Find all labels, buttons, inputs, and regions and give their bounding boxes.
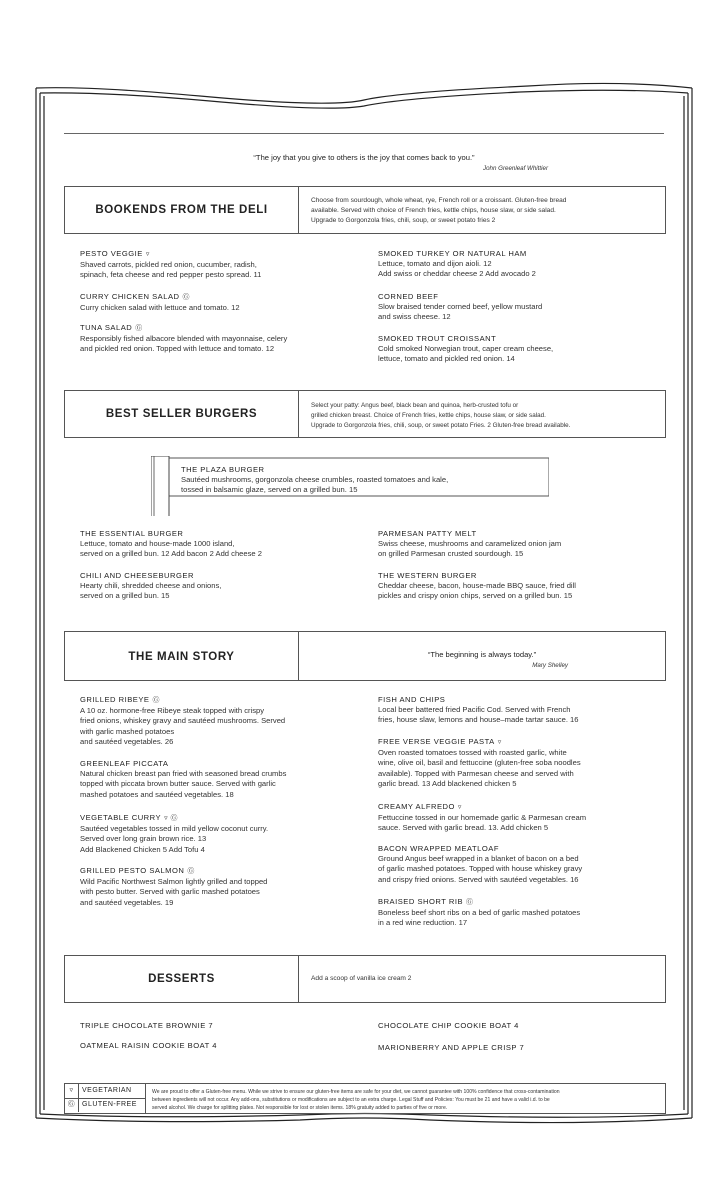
menu-item-smoked-trout-croissant: SMOKED TROUT CROISSANT Cold smoked Norwegian trout, caper cream cheese, lettuce, tomato and pickled red onion. 14 xyxy=(378,334,554,364)
menu-item-pesto-veggie: PESTO VEGGIE ▿ Shaved carrots, pickled red onion, cucumber, radish, spinach, feta cheese and red pepper pesto spread. 11 xyxy=(80,249,262,280)
section-title-burgers: BEST SELLER BURGERS xyxy=(105,408,258,420)
section-note-deli: Choose from sourdough, whole wheat, rye, French roll or a croissant. Gluten-free bread available. Served with choice of French fries, kettle chips, house slaw, or side salad. Upgrade to Gorgonzola fries, chili, soup, or sweet potato fries 2 xyxy=(311,197,567,224)
main-quote: “The beginning is always today.” xyxy=(427,650,537,659)
menu-item-grilled-ribeye: GRILLED RIBEYE Ⓖ A 10 oz. hormone-free Ribeye steak topped with crispy fried onions, whiskey gravy and sautéed mushrooms. Served with garlic mashed potatoes and sautéed vegetables. 26 xyxy=(80,695,286,747)
menu-item-corned-beef: CORNED BEEF Slow braised tender corned beef, yellow mustard and swiss cheese. 12 xyxy=(378,292,543,322)
vegetarian-icon: ▿ xyxy=(65,1084,79,1098)
section-title-main: THE MAIN STORY xyxy=(128,651,235,663)
vegetarian-icon: ▿ xyxy=(145,251,150,258)
section-header-main xyxy=(64,631,666,681)
legal-disclaimer: We are proud to offer a Gluten-free menu. While we strive to ensure our gluten-free items are safe for your diet, we cannot guarantee with 100% confidence that cross-contamination between ingredients will not occur. Any add-ons, substitutions or modifications are subject to an extra charge. Legal Stuff and Policies: You must be 21 and have a valid i.d. to be served alcohol. We charge for splitting plates. Not responsible for lost or stolen items. 18% gratuity added to parties of five or more. xyxy=(152,1089,560,1111)
gluten-free-icon: Ⓖ xyxy=(187,868,195,875)
gluten-free-icon: Ⓖ xyxy=(65,1098,79,1112)
menu-item-creamy-alfredo: CREAMY ALFREDO ▿ Fettuccine tossed in our homemade garlic & Parmesan cream sauce. Served with garlic bread. 13. Add chicken 5 xyxy=(378,802,587,833)
menu-item-chocolate-chip-cookie-boat: CHOCOLATE CHIP COOKIE BOAT 4 xyxy=(378,1021,519,1030)
menu-item-chili-cheeseburger: CHILI AND CHEESEBURGER Hearty chili, shredded cheese and onions, served on a grilled bun. 15 xyxy=(80,571,222,601)
gluten-free-icon: Ⓖ xyxy=(152,697,160,704)
menu-item-grilled-pesto-salmon: GRILLED PESTO SALMON Ⓖ Wild Pacific Northwest Salmon lightly grilled and topped with pesto butter. Served with garlic mashed potatoes and sautéed vegetables. 19 xyxy=(80,866,268,907)
section-title-desserts: DESSERTS xyxy=(148,973,215,985)
menu-item-western-burger: THE WESTERN BURGER Cheddar cheese, bacon, house-made BBQ sauce, fried dill pickles and crispy onion chips, served on a grilled bun. 15 xyxy=(378,571,576,601)
menu-item-smoked-turkey: SMOKED TURKEY OR NATURAL HAM Lettuce, tomato and dijon aioli. 12 Add swiss or cheddar cheese 2 Add avocado 2 xyxy=(378,249,536,279)
menu-item-essential-burger: THE ESSENTIAL BURGER Lettuce, tomato and house-made 1000 island, served on a grilled bun. 12 Add bacon 2 Add cheese 2 xyxy=(80,529,262,559)
legend-vegetarian: ▿ VEGETARIAN xyxy=(65,1084,145,1099)
menu-item-tuna-salad: TUNA SALAD Ⓖ Responsibly fished albacore blended with mayonnaise, celery and pickled red onion. Topped with lettuce and tomato. 12 xyxy=(80,323,288,354)
legend-gluten-free: Ⓖ GLUTEN-FREE xyxy=(65,1098,145,1112)
menu-item-parmesan-patty-melt: PARMESAN PATTY MELT Swiss cheese, mushrooms and caramelized onion jam on grilled Parmesan crusted sourdough. 15 xyxy=(378,529,562,559)
section-note-burgers: Select your patty: Angus beef, black bean and quinoa, herb-crusted tofu or grilled chicken breast. Choice of French fries, kettle chips, house slaw, or side salad. Upgrade to Gorgonzola fries, chili, soup, or sweet potato Fries. 2 Gluten-free bread available. xyxy=(311,402,571,429)
vegetarian-icon: ▿ xyxy=(457,804,462,811)
section-header-desserts xyxy=(64,955,666,1003)
vegetarian-icon: ▿ xyxy=(497,739,502,746)
featured-item-plaza-burger: THE PLAZA BURGER Sautéed mushrooms, gorgonzola cheese crumbles, roasted tomatoes and kale, tossed in balsamic glaze, served on a grilled bun. 15 xyxy=(151,458,549,498)
menu-item-greenleaf-piccata: GREENLEAF PICCATA Natural chicken breast pan fried with seasoned bread crumbs topped with piccata brown butter sauce. Served with garlic mashed potatoes and sautéed vegetables. 18 xyxy=(80,759,287,799)
section-header-deli xyxy=(64,186,666,234)
gluten-free-icon: Ⓖ xyxy=(466,899,474,906)
gluten-free-icon: Ⓖ xyxy=(135,325,143,332)
menu-item-triple-chocolate-brownie: TRIPLE CHOCOLATE BROWNIE 7 xyxy=(80,1021,214,1030)
gluten-free-icon: Ⓖ xyxy=(182,294,191,301)
menu-item-curry-chicken-salad: CURRY CHICKEN SALAD Ⓖ Curry chicken salad with lettuce and tomato. 12 xyxy=(80,292,240,312)
menu-item-braised-short-rib: BRAISED SHORT RIB Ⓖ Boneless beef short ribs on a bed of garlic mashed potatoes in a red wine reduction. 17 xyxy=(378,897,581,928)
vegetarian-gluten-free-icon: ▿ Ⓖ xyxy=(164,815,179,822)
section-title-deli: BOOKENDS FROM THE DELI xyxy=(95,204,268,216)
top-quote: “The joy that you give to others is the joy that comes back to you.” xyxy=(253,153,475,162)
menu-item-fish-and-chips: FISH AND CHIPS Local beer battered fried Pacific Cod. Served with French fries, house slaw, lemons and house–made tartar sauce. 16 xyxy=(378,695,579,725)
menu-item-bacon-wrapped-meatloaf: BACON WRAPPED MEATLOAF Ground Angus beef wrapped in a blanket of bacon on a bed of garlic mashed potatoes. Topped with house whiskey gravy and crispy fried onions. Served with sautéed vegetables. 16 xyxy=(378,844,583,884)
menu-item-oatmeal-raisin-cookie-boat: OATMEAL RAISIN COOKIE BOAT 4 xyxy=(80,1041,217,1050)
section-note-desserts: Add a scoop of vanilla ice cream 2 xyxy=(311,975,412,982)
legend-footer xyxy=(64,1083,666,1114)
top-rule xyxy=(64,133,664,134)
menu-item-marionberry-apple-crisp: MARIONBERRY AND APPLE CRISP 7 xyxy=(378,1043,525,1052)
top-quote-author: John Greenleaf Whittier xyxy=(483,165,548,172)
menu-item-free-verse-veggie-pasta: FREE VERSE VEGGIE PASTA ▿ Oven roasted tomatoes tossed with roasted garlic, white wine, olive oil, basil and fettuccine (gluten-free soba noodles available). Topped with Parmesan cheese and served with garlic bread. 13 Add blackened chicken 5 xyxy=(378,737,581,789)
menu-item-vegetable-curry: VEGETABLE CURRY ▿ Ⓖ Sautéed vegetables tossed in mild yellow coconut curry. Served over long grain brown rice. 13 Add Blackened Chicken 5 Add Tofu 4 xyxy=(80,813,269,854)
section-header-burgers xyxy=(64,390,666,438)
main-quote-author: Mary Shelley xyxy=(532,662,568,669)
